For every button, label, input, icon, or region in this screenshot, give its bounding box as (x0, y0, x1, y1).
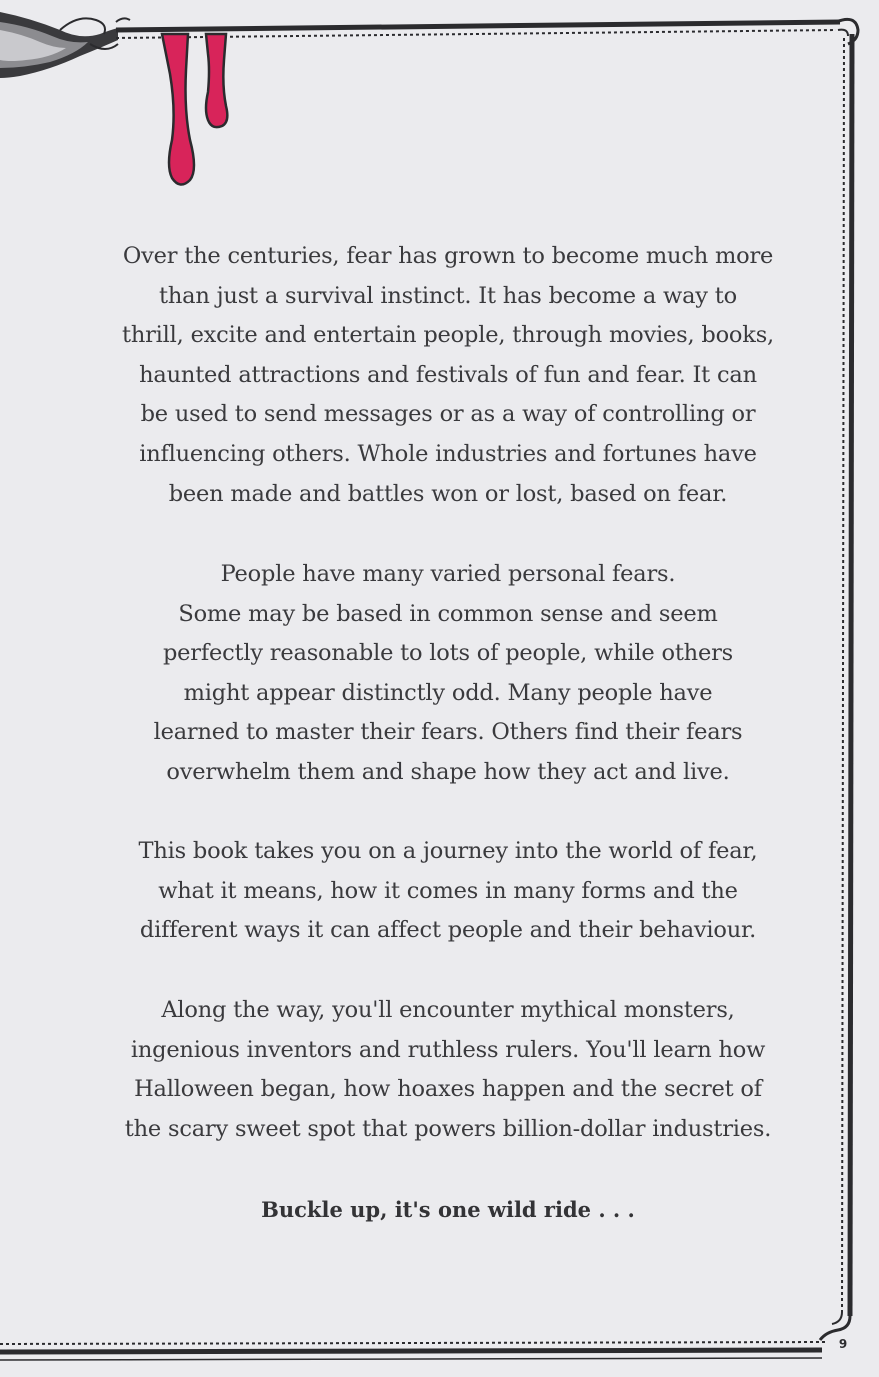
corner-scroll-icon (0, 12, 118, 78)
along-the-way-paragraph: Along the way, you'll encounter mythical monsters, ingenious inventors and ruthless rulers. You'll learn how Halloween began, how hoaxes happen and the secret of the scary sweet spot that powers billion-dollar industries. (124, 997, 772, 1142)
page-number: 9 (838, 1337, 848, 1351)
blood-drip-icon (162, 34, 227, 185)
book-journey-paragraph: This book takes you on a journey into the world of fear, what it means, how it comes in many forms and the different ways it can affect people and their behaviour. (138, 838, 758, 944)
personal-fears-paragraph: People have many varied personal fears. Some may be based in common sense and seem perfectly reasonable to lots of people, while others might appear distinctly odd. Many people have learned to master their fears. Others find their fears overwhelm them and shape how they act and live. (153, 561, 743, 785)
closing-line: Buckle up, it's one wild ride . . . (261, 1197, 635, 1222)
intro-paragraph: Over the centuries, fear has grown to become much more than just a survival instinct. It has become a way to thrill, excite and entertain people, through movies, books, haunted attractions and festivals of fun and fear. It can be used to send messages or as a way of controlling or influencing others. Whole industries and fortunes have been made and battles won or lost, based on fear. (121, 243, 774, 507)
